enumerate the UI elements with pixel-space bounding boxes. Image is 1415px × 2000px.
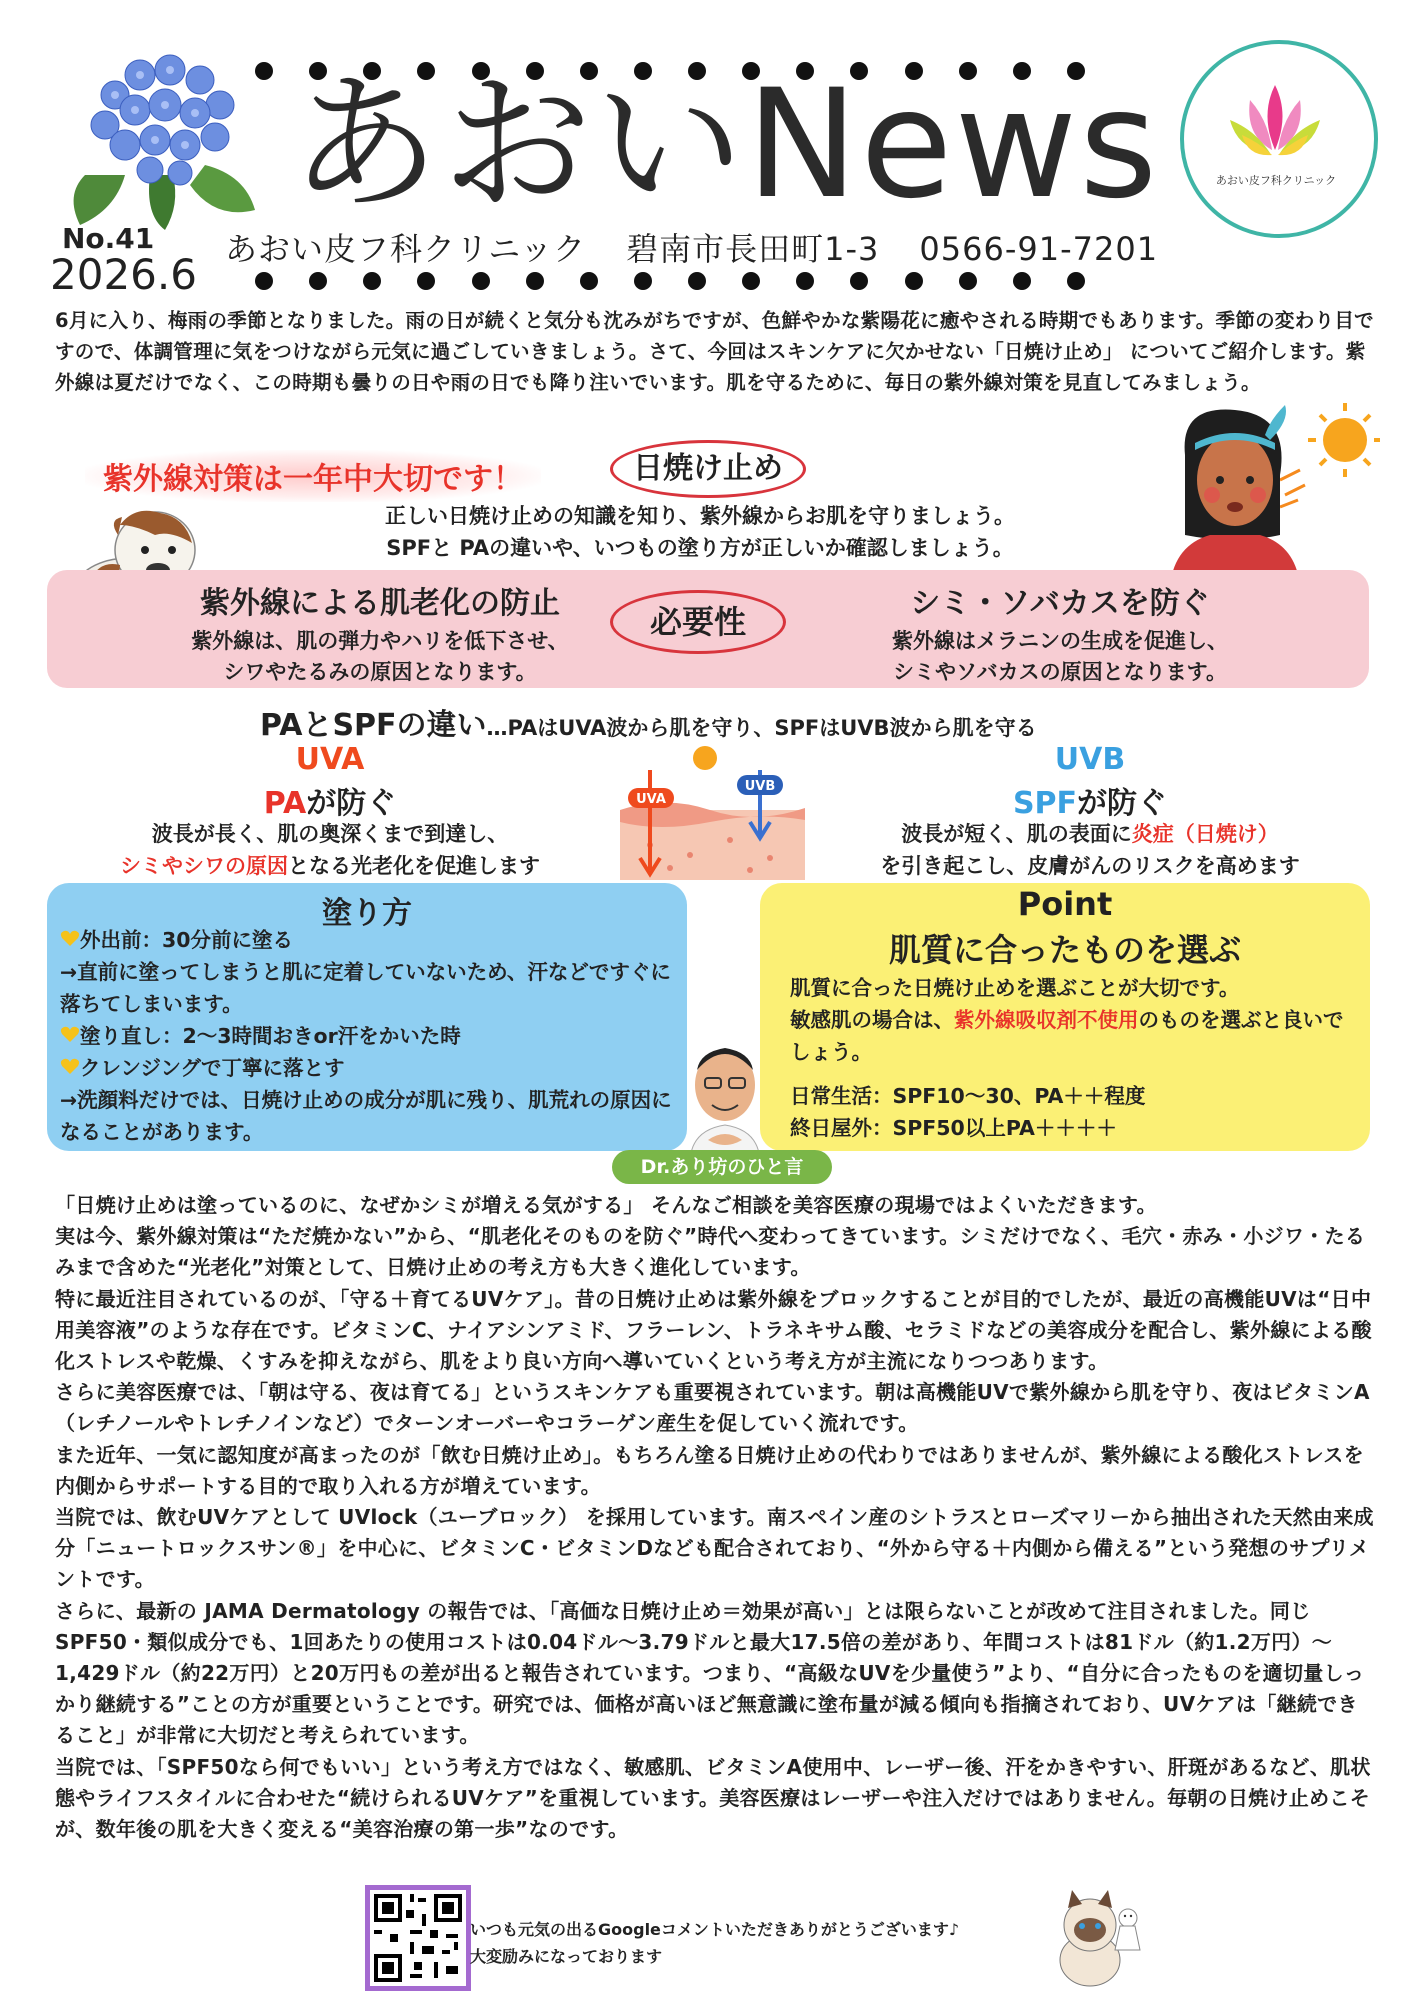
sunscreen-intro-line1: 正しい日焼け止めの知識を知り、紫外線からお肌を守りましょう。 xyxy=(385,504,1015,528)
uvb-title-accent: SPF xyxy=(1012,786,1078,821)
necessity-right-line2: シミやソバカスの原因となります。 xyxy=(893,660,1227,684)
point-subtitle: 肌質に合ったものを選ぶ xyxy=(888,931,1241,969)
clinic-info xyxy=(225,224,1198,270)
necessity-oval: 必要性 xyxy=(610,590,786,654)
uvb-title xyxy=(900,778,1280,822)
necessity-left-title: 紫外線による肌老化の防止 xyxy=(200,586,560,621)
uva-label: UVA xyxy=(295,742,365,777)
necessity-right-line1: 紫外線はメラニンの生成を促進し、 xyxy=(892,629,1228,653)
clinic-address: 碧南市長田町1-3 xyxy=(626,230,880,268)
uva-line1: 波長が長く、肌の奥深くまで到達し、 xyxy=(151,822,509,846)
body-paragraph: 特に最近注目されているのが、「守る＋育てるUVケア」。昔の日焼け止めは紫外線をブロックすることが目的でしたが、最近の高機能UVは“日中用美容液”のような存在です。ビタミンC、ナイアシンアミド、フラーレン、トラネキサム酸、セラミドなどの美容成分を配合し、紫外線による酸化ストレスや乾燥、くすみを抑えながら、肌をより良い方向へ導いていくという考え方が主流になりつつあります。 xyxy=(55,1286,1372,1374)
howto-item-cleansing: クレンジングで丁寧に落とす xyxy=(60,1052,680,1084)
uva-line2-red: シミやシワの原因 xyxy=(120,854,288,878)
uvb-line1-red: 炎症（日焼け） xyxy=(1131,822,1279,846)
decorative-dots-bottom xyxy=(255,272,1085,290)
pa-spf-heading xyxy=(260,700,1037,744)
yellow-heart-icon xyxy=(60,1052,80,1070)
footer-thanks-line1: いつも元気の出るGoogleコメントいただきありがとうございます♪ xyxy=(470,1920,960,1939)
qr-code-icon xyxy=(370,1890,466,1986)
point-line1: 肌質に合った日焼け止めを選ぶことが大切です。 xyxy=(790,976,1240,1000)
body-paragraph: さらに美容医療では、「朝は守る、夜は育てる」というスキンケアも重要視されています。朝は高機能UVで紫外線から肌を守り、夜はビタミンA（レチノールやトレチノインなど）でターンオーバーやコラーゲン産生を促していく流れです。 xyxy=(55,1380,1370,1436)
google-review-qr-code[interactable] xyxy=(365,1885,471,1991)
howto-item-before-note: →直前に塗ってしまうと肌に定着していないため、汗などですぐに落ちてしまいます。 xyxy=(60,960,671,1016)
cat-mascot-illustration xyxy=(1040,1880,1150,1990)
issue-date: 2026.6 xyxy=(50,250,197,299)
necessity-right-title: シミ・ソバカスを防ぐ xyxy=(910,586,1210,621)
diagram-uva-label: UVA xyxy=(636,792,666,807)
howto-item-cleansing-note: →洗顔料だけでは、日焼け止めの成分が肌に残り、肌荒れの原因になることがあります。 xyxy=(60,1088,672,1144)
woman-sunburn-illustration xyxy=(1140,395,1380,585)
uv-year-round-headline: 紫外線対策は一年中大切です！ xyxy=(85,450,541,502)
doctor-tag: Dr.あり坊のひと言 xyxy=(612,1150,832,1184)
necessity-left-line1: 紫外線は、肌の弾力やハリを低下させ、 xyxy=(191,629,569,653)
footer-thanks-line2: 大変励みになっております xyxy=(470,1947,663,1966)
newsletter-title: あおいNews xyxy=(290,58,1160,232)
point-title: Point xyxy=(1017,885,1113,923)
howto-item-before-outing: 外出前：30分前に塗る xyxy=(60,924,680,956)
clinic-phone: 0566-91-7201 xyxy=(919,230,1159,268)
logo-caption: あおい皮フ科クリニック xyxy=(1215,174,1337,187)
howto-item-reapply: 塗り直し：2〜3時間おきor汗をかいた時 xyxy=(60,1020,680,1052)
point-outdoor: 終日屋外：SPF50以上PA＋＋＋＋ xyxy=(790,1116,1117,1140)
doctor-column xyxy=(55,1190,1375,1845)
body-paragraph: また近年、一気に認知度が高まったのが「飲む日焼け止め」。もちろん塗る日焼け止めの代わりではありませんが、紫外線による酸化ストレスを内側からサポートする目的で取り入れる方が増えています。 xyxy=(55,1442,1364,1498)
necessity-left-line2: シワやたるみの原因となります。 xyxy=(223,660,537,684)
issue-number: No.41 xyxy=(62,222,155,255)
yellow-heart-icon xyxy=(60,1020,80,1038)
howto-list xyxy=(60,924,680,1148)
hydrangea-illustration xyxy=(55,25,275,235)
intro-paragraph: 6月に入り、梅雨の季節となりました。雨の日が続くと気分も沈みがちですが、色鮮やかな紫陽花に癒やされる時期でもあります。季節の変わり目ですので、体調管理に気をつけながら元気に過ごしていきましょう。さて、今回はスキンケアに欠かせない「日焼け止め」 についてご紹介します。紫外線は夏だけでなく、この時期も曇りの日や雨の日でも降り注いでいます。肌を守るために、毎日の紫外線対策を見直してみましょう。 xyxy=(55,309,1374,394)
pa-spf-heading-note: …PAはUVA波から肌を守り、SPFはUVB波から肌を守る xyxy=(486,716,1037,740)
point-daily: 日常生活：SPF10〜30、PA＋＋程度 xyxy=(790,1084,1146,1108)
uvb-title-rest: が防ぐ xyxy=(1077,786,1168,821)
body-paragraph: 「日焼け止めは塗っているのに、なぜかシミが増える気がする」 そんなご相談を美容医療の現場ではよくいただきます。 xyxy=(55,1193,1157,1217)
uvb-line1-a: 波長が短く、肌の表面に xyxy=(901,822,1132,846)
uva-line2-rest: となる光老化を促進します xyxy=(288,854,540,878)
body-paragraph: さらに、最新の JAMA Dermatology の報告では、「高価な日焼け止め＝効果が高い」とは限らないことが改めて注目されました。同じSPF50・類似成分でも、1回あたりの使用コストは0.04ドル〜3.79ドルと最大17.5倍の差があり、年間コストは81ドル（約1.2万円）〜1,429ドル（約22万円）と20万円もの差が出ると報告されています。つまり、“高級なUVを少量使う”より、“自分に合ったものを適切量しっかり継続する”ことの方が重要ということです。研究では、価格が高いほど無意識に塗布量が減る傾向も指摘されており、UVケアは「継続できること」が非常に大切だと考えられています。 xyxy=(55,1598,1365,1748)
pa-spf-heading-main: PAとSPFの違い xyxy=(260,708,487,743)
point-line2: 敏感肌の場合は、紫外線吸収剤不使用のものを選ぶと良いでしょう。 xyxy=(790,1008,1344,1064)
uva-title xyxy=(130,778,530,822)
sunscreen-oval-title: 日焼け止め xyxy=(610,440,806,498)
body-paragraph: 当院では、飲むUVケアとして UVlock（ユーブロック） を採用しています。南スペイン産のシトラスとローズマリーから抽出された天然由来成分「ニュートロックスサン®」を中心に、ビタミンC・ビタミンDなども配合されており、“外から守る＋内側から備える”という発想のサプリメントです。 xyxy=(55,1505,1374,1592)
uvb-line1 xyxy=(820,818,1360,848)
lotus-icon xyxy=(1220,75,1330,165)
doctor-avatar xyxy=(680,1030,770,1160)
howto-title: 塗り方 xyxy=(322,896,412,931)
uva-title-accent: PA xyxy=(263,786,307,821)
body-paragraph: 当院では、「SPF50なら何でもいい」という考え方ではなく、敏感肌、ビタミンA使用中、レーザー後、汗をかきやすい、肝斑があるなど、肌状態やライフスタイルに合わせた“続けられるUVケア”を重視しています。美容医療はレーザーや注入だけではありません。毎朝の日焼け止めこそが、数年後の肌を大きく変える“美容治療の第一歩”なのです。 xyxy=(55,1754,1371,1842)
point-details xyxy=(790,972,1350,1144)
skin-uv-diagram xyxy=(610,740,815,880)
yellow-heart-icon xyxy=(60,924,80,942)
uvb-line2: を引き起こし、皮膚がんのリスクを高めます xyxy=(880,854,1300,878)
uva-line2 xyxy=(60,850,600,880)
diagram-uvb-label: UVB xyxy=(744,779,776,794)
uva-title-rest: が防ぐ xyxy=(306,786,397,821)
body-paragraph: 実は今、紫外線対策は“ただ焼かない”から、“肌老化そのものを防ぐ”時代へ変わってきています。シミだけでなく、毛穴・赤み・小ジワ・たるみまで含めた“光老化”対策として、日焼け止めの考え方も大きく進化しています。 xyxy=(55,1224,1366,1280)
clinic-name: あおい皮フ科クリニック xyxy=(225,230,587,268)
uvb-label: UVB xyxy=(1054,742,1126,777)
sunscreen-intro-line2: SPFと PAの違いや、いつもの塗り方が正しいか確認しましょう。 xyxy=(386,536,1014,560)
